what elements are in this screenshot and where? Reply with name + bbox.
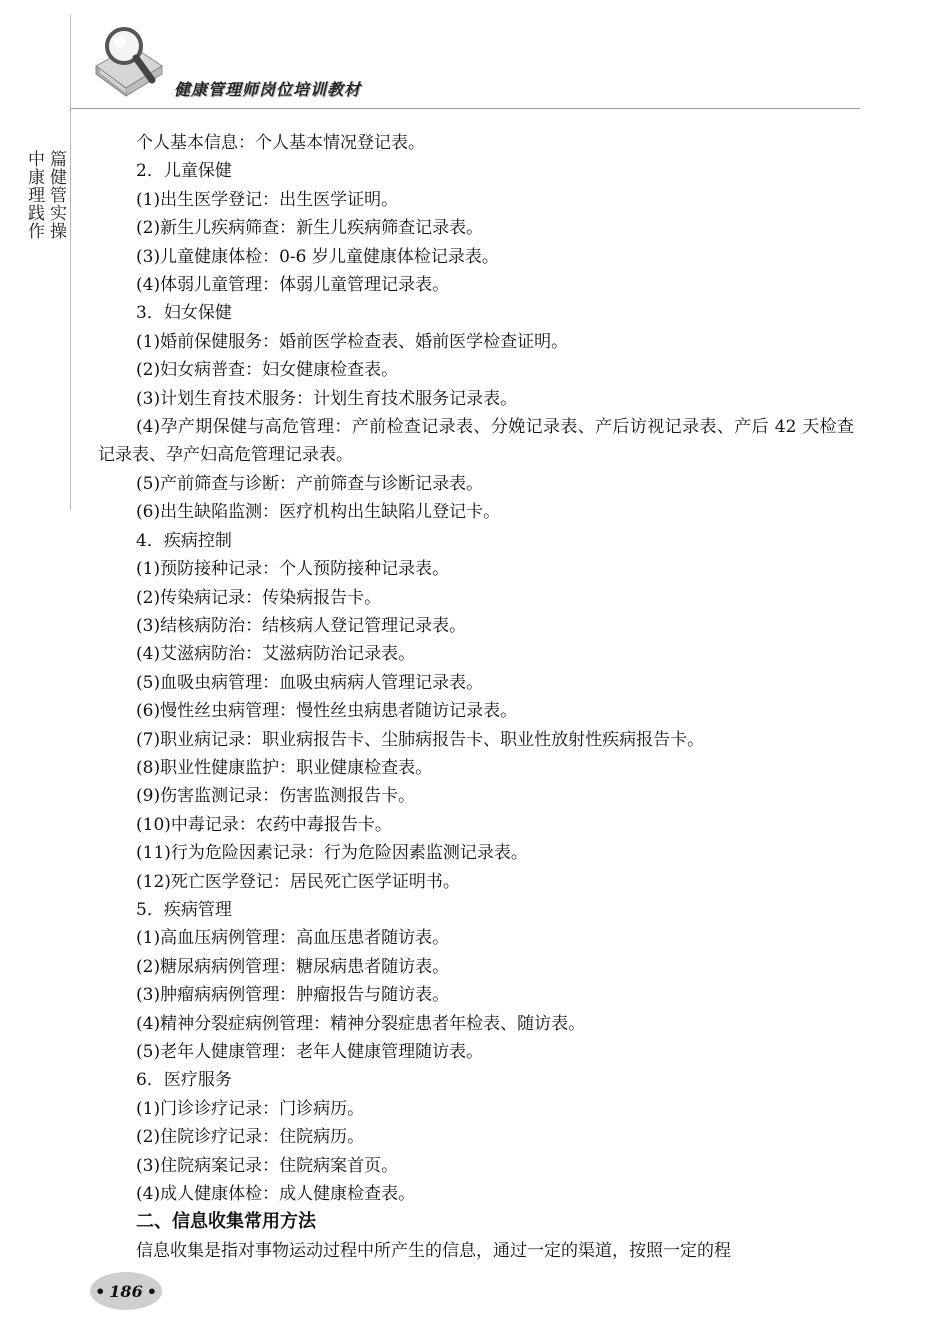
- page-body: [98, 129, 854, 1265]
- paragraph: (4)体弱儿童管理：体弱儿童管理记录表。: [136, 275, 450, 296]
- paragraph: (6)慢性丝虫病管理：慢性丝虫病患者随访记录表。: [136, 701, 518, 722]
- paragraph: 个人基本信息：个人基本情况登记表。: [136, 133, 425, 153]
- header-title: 健康管理师岗位培训教材: [174, 80, 362, 99]
- paragraph: (12)死亡医学登记：居民死亡医学证明书。: [136, 871, 460, 892]
- paragraph: (2)妇女病普查：妇女健康检查表。: [136, 360, 399, 381]
- paragraph: (1)出生医学登记：出生医学证明。: [136, 189, 399, 210]
- paragraph: (10)中毒记录：农药中毒报告卡。: [136, 814, 392, 835]
- paragraph: (4)孕产期保健与高危管理：产前检查记录表、分娩记录表、产后访视记录表、产后 42 天检查记录表、孕产妇高危管理记录表。: [98, 417, 854, 466]
- paragraph: (5)产前筛查与诊断：产前筛查与诊断记录表。: [136, 473, 484, 494]
- left-vertical-divider: [70, 15, 71, 510]
- book-magnifier-logo: [92, 22, 170, 100]
- paragraph: (3)结核病防治：结核病人登记管理记录表。: [136, 615, 467, 636]
- paragraph: (4)艾滋病防治：艾滋病防治记录表。: [136, 644, 416, 665]
- paragraph: (4)精神分裂症病例管理：精神分裂症患者年检表、随访表。: [136, 1013, 586, 1034]
- paragraph: (2)传染病记录：传染病报告卡。: [136, 587, 382, 608]
- section-subheading: 4．疾病控制: [136, 530, 232, 551]
- paragraph: (6)出生缺陷监测：医疗机构出生缺陷儿登记卡。: [136, 502, 501, 523]
- paragraph: (3)住院病案记录：住院病案首页。: [136, 1155, 399, 1176]
- page-number: 186: [109, 1281, 143, 1301]
- page-header: [0, 0, 950, 110]
- side-tab-column-left: 中康理践作: [24, 150, 44, 240]
- section-subheading: 2．儿童保健: [136, 161, 232, 182]
- paragraph: (11)行为危险因素记录：行为危险因素监测记录表。: [136, 843, 528, 864]
- bullet-dot-icon: •: [95, 1281, 106, 1301]
- paragraph: (1)门诊诊疗记录：门诊病历。: [136, 1098, 365, 1119]
- header-divider: [70, 108, 860, 109]
- paragraph: (3)肿瘤病病例管理：肿瘤报告与随访表。: [136, 985, 450, 1006]
- side-tab-column-right: 篇健管实操: [46, 150, 66, 240]
- paragraph: (2)住院诊疗记录：住院病历。: [136, 1127, 365, 1148]
- page-number-badge: [90, 1272, 162, 1310]
- paragraph: (5)老年人健康管理：老年人健康管理随访表。: [136, 1042, 484, 1062]
- paragraph: (1)婚前保健服务：婚前医学检查表、婚前医学检查证明。: [136, 331, 569, 352]
- paragraph: (5)血吸虫病管理：血吸虫病病人管理记录表。: [136, 672, 484, 693]
- bullet-dot-icon: •: [146, 1281, 157, 1301]
- section-heading: 二、信息收集常用方法: [136, 1211, 316, 1233]
- paragraph: (2)新生儿疾病筛查：新生儿疾病筛查记录表。: [136, 218, 484, 239]
- paragraph: (4)成人健康体检：成人健康检查表。: [136, 1184, 416, 1205]
- section-subheading: 6．医疗服务: [136, 1070, 232, 1091]
- section-subheading: 3．妇女保健: [136, 303, 232, 324]
- paragraph: (8)职业性健康监护：职业健康检查表。: [136, 757, 433, 778]
- side-section-tab: [24, 150, 68, 300]
- paragraph: 信息收集是指对事物运动过程中所产生的信息，通过一定的渠道，按照一定的程: [136, 1240, 731, 1261]
- section-subheading: 5．疾病管理: [136, 899, 232, 920]
- paragraph: (7)职业病记录：职业病报告卡、尘肺病报告卡、职业性放射性疾病报告卡。: [136, 729, 705, 750]
- paragraph: (3)儿童健康体检：0-6 岁儿童健康体检记录表。: [136, 246, 499, 267]
- paragraph: (3)计划生育技术服务：计划生育技术服务记录表。: [136, 388, 518, 409]
- paragraph: (9)伤害监测记录：伤害监测报告卡。: [136, 786, 416, 807]
- paragraph: (1)高血压病例管理：高血压患者随访表。: [136, 928, 450, 949]
- paragraph: (2)糖尿病病例管理：糖尿病患者随访表。: [136, 956, 450, 977]
- paragraph: (1)预防接种记录：个人预防接种记录表。: [136, 559, 450, 580]
